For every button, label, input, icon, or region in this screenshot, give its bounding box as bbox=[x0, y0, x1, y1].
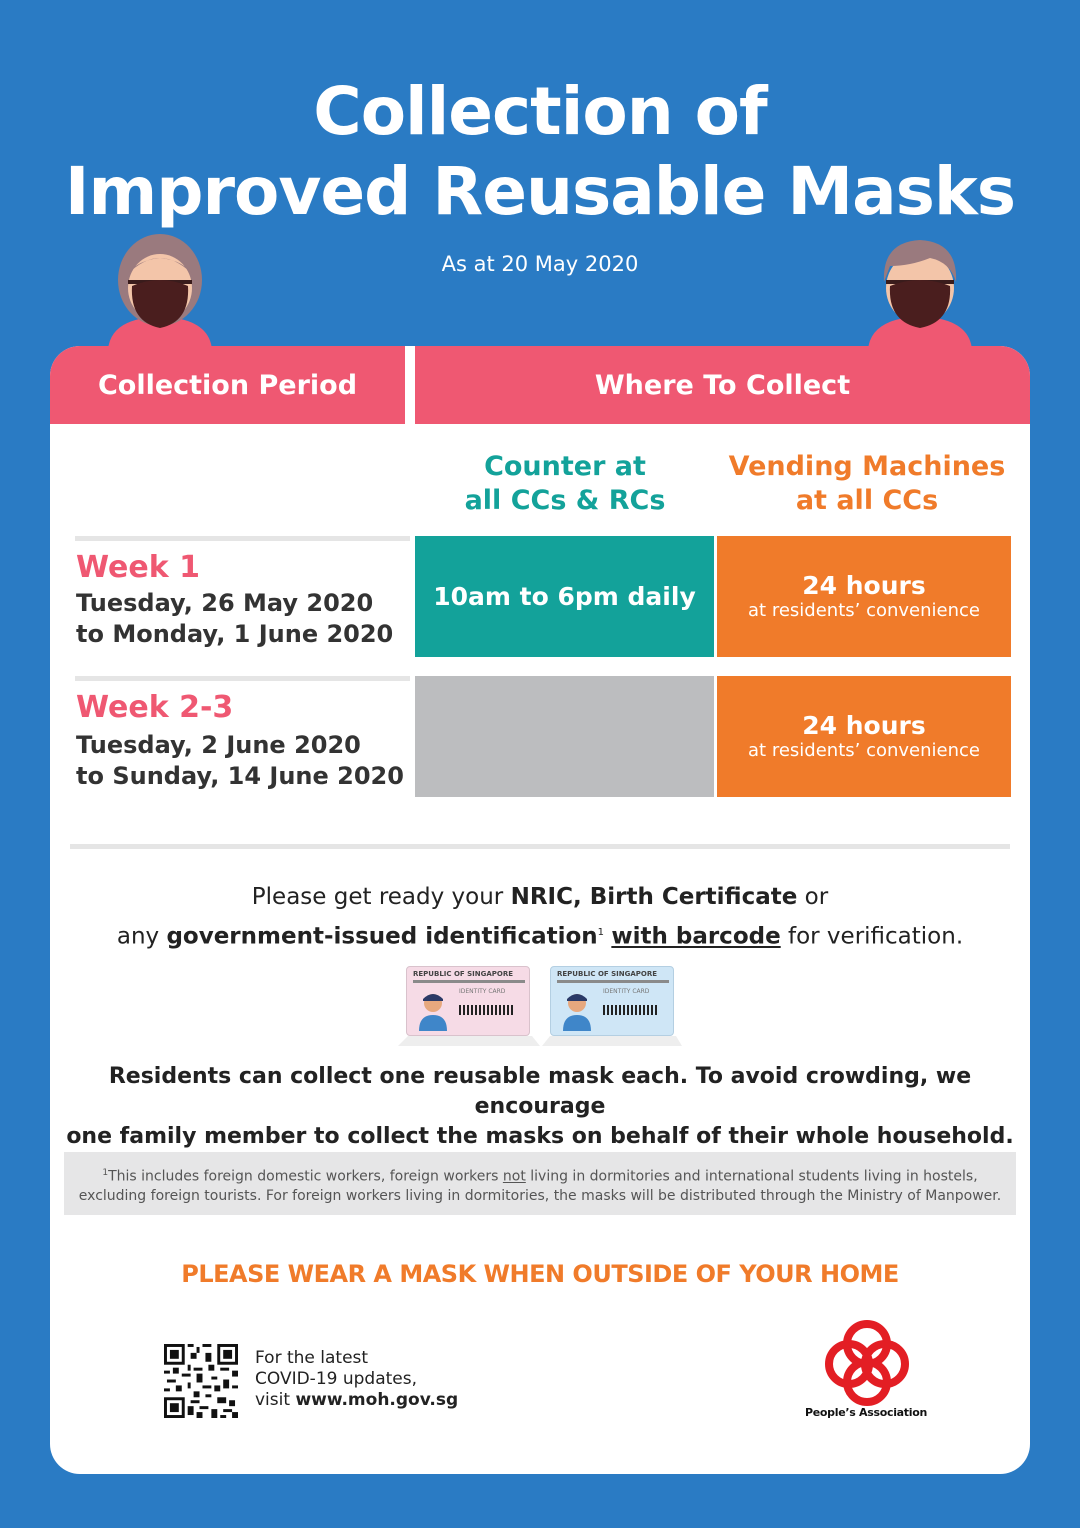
page-title bbox=[0, 72, 1080, 232]
footnote-emphasis: not bbox=[502, 1168, 526, 1185]
footnote-box bbox=[64, 1152, 1016, 1215]
id-notice-text: Please get ready your bbox=[251, 884, 511, 910]
week-2-3-vending-hours bbox=[717, 676, 1011, 797]
row-divider bbox=[75, 676, 410, 681]
header-gap bbox=[405, 346, 415, 424]
moh-updates-text bbox=[255, 1348, 458, 1411]
collection-period-header: Collection Period bbox=[50, 346, 405, 424]
id-card-person-icon bbox=[561, 991, 593, 1031]
id-card-country: REPUBLIC OF SINGAPORE bbox=[557, 970, 658, 978]
footnote-text: living in dormitories and international students living in hostels, bbox=[525, 1168, 978, 1185]
as-at-date: As at 20 May 2020 bbox=[441, 252, 639, 276]
id-card-shadow bbox=[394, 1036, 684, 1048]
id-notice-barcode: with barcode bbox=[611, 923, 781, 950]
footnote-marker: 1 bbox=[597, 927, 605, 938]
peoples-association-logo bbox=[812, 1316, 922, 1406]
week-1-dates bbox=[76, 588, 393, 650]
week-1-start-date: Tuesday, 26 May 2020 bbox=[76, 589, 374, 617]
id-card-type: IDENTITY CARD bbox=[603, 988, 650, 995]
vending-heading-line-2: at all CCs bbox=[795, 485, 939, 516]
id-card-barcode bbox=[459, 1005, 515, 1015]
id-card-person-icon bbox=[417, 991, 449, 1031]
residents-collection-notice bbox=[50, 1062, 1030, 1152]
id-notice-text: any bbox=[116, 923, 167, 950]
qr-code[interactable] bbox=[164, 1344, 238, 1418]
counter-heading-line-1: Counter at bbox=[484, 451, 646, 482]
id-card-stripe bbox=[413, 980, 525, 983]
week-2-3-label: Week 2-3 bbox=[76, 690, 234, 725]
week-1-vending-hours bbox=[717, 536, 1011, 657]
row-divider bbox=[75, 536, 410, 541]
wear-mask-slogan: PLEASE WEAR A MASK WHEN OUTSIDE OF YOUR HOME bbox=[181, 1260, 899, 1288]
footnote-number: 1 bbox=[102, 1168, 109, 1178]
week-2-3-end-date: to Sunday, 14 June 2020 bbox=[76, 762, 404, 790]
masked-person-left-illustration bbox=[100, 232, 220, 350]
title-line-2: Improved Reusable Masks bbox=[64, 153, 1016, 230]
id-notice-gov-id: government-issued identification bbox=[166, 923, 598, 950]
residents-line-2: one family member to collect the masks on behalf of their whole household. bbox=[66, 1124, 1014, 1149]
id-notice-text: for verification. bbox=[780, 923, 964, 950]
where-to-collect-header: Where To Collect bbox=[415, 346, 1030, 424]
week-1-label: Week 1 bbox=[76, 550, 200, 585]
section-divider bbox=[70, 844, 1010, 849]
latest-line-1: For the latest bbox=[255, 1348, 369, 1368]
week-1-vending-big: 24 hours bbox=[802, 570, 926, 600]
week-1-end-date: to Monday, 1 June 2020 bbox=[76, 620, 394, 648]
week-2-3-dates bbox=[76, 730, 404, 792]
id-notice-documents: NRIC, Birth Certificate bbox=[510, 884, 798, 910]
week-2-3-vending-small: at residents’ convenience bbox=[748, 739, 980, 761]
id-card-stripe bbox=[557, 980, 669, 983]
pink-identity-card-illustration bbox=[406, 966, 530, 1036]
footnote-text: This includes foreign domestic workers, foreign workers bbox=[108, 1168, 503, 1185]
masked-person-right-illustration bbox=[860, 232, 980, 350]
vending-heading-line-1: Vending Machines bbox=[728, 451, 1006, 482]
id-notice-text: or bbox=[797, 884, 829, 910]
id-requirement-notice bbox=[50, 880, 1030, 955]
footnote-line-2: excluding foreign tourists. For foreign workers living in dormitories, the masks will be distributed through the Ministry of Manpower. bbox=[78, 1187, 1002, 1204]
moh-website-link[interactable]: www.moh.gov.sg bbox=[295, 1390, 459, 1410]
info-card bbox=[50, 346, 1030, 1474]
week-2-3-vending-big: 24 hours bbox=[802, 710, 926, 740]
title-line-1: Collection of bbox=[313, 73, 767, 150]
residents-line-1: Residents can collect one reusable mask each. To avoid crowding, we encourage bbox=[108, 1064, 972, 1119]
week-1-vending-small: at residents’ convenience bbox=[748, 599, 980, 621]
peoples-association-logo-text: People’s Association bbox=[804, 1406, 928, 1419]
latest-visit-text: visit bbox=[255, 1390, 296, 1410]
week-2-3-start-date: Tuesday, 2 June 2020 bbox=[76, 731, 361, 759]
counter-column-heading bbox=[415, 450, 715, 518]
id-card-country: REPUBLIC OF SINGAPORE bbox=[413, 970, 514, 978]
week-2-3-counter-unavailable bbox=[415, 676, 714, 797]
id-card-barcode bbox=[603, 1005, 659, 1015]
counter-heading-line-2: all CCs & RCs bbox=[464, 485, 666, 516]
vending-column-heading bbox=[717, 450, 1017, 518]
latest-line-2: COVID-19 updates, bbox=[255, 1369, 418, 1389]
week-1-counter-hours: 10am to 6pm daily bbox=[415, 536, 714, 657]
id-card-type: IDENTITY CARD bbox=[459, 988, 506, 995]
blue-identity-card-illustration bbox=[550, 966, 674, 1036]
